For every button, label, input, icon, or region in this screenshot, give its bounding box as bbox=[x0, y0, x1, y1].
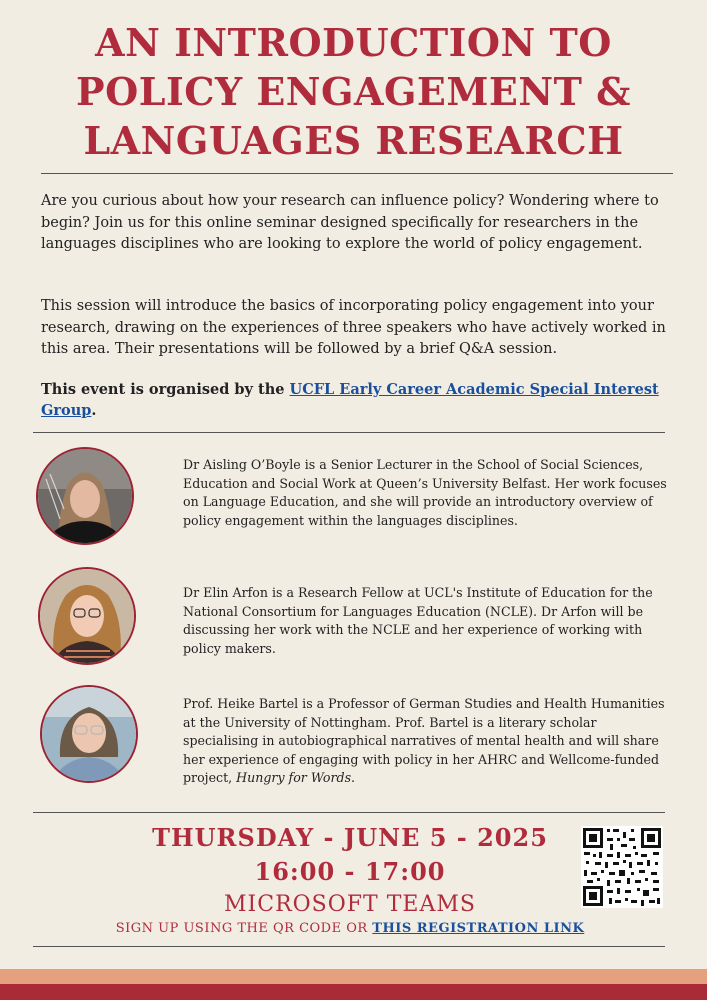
registration-link[interactable]: THIS REGISTRATION LINK bbox=[372, 921, 585, 936]
qr-code[interactable] bbox=[581, 826, 663, 908]
speaker-photo-elin bbox=[38, 567, 136, 665]
speaker-bio-heike-main: Prof. Heike Bartel is a Professor of German Studies and Health Humanities at the University of Nottingham. Prof. Bartel is a literary scholar specialising in autobiographical narratives of mental health and will share her experience of engaging with policy in her AHRC and Wellcome-funded project, bbox=[183, 696, 665, 786]
speaker-photo-aisling bbox=[36, 447, 134, 545]
speaker-bio-aisling: Dr Aisling O’Boyle is a Senior Lecturer in the School of Social Sciences, Education and Social Work at Queen’s University Belfast. Her work focuses on Language Education, and she will provide an introductory overview of policy engagement within the languages disciplines. bbox=[183, 457, 667, 528]
organiser-note bbox=[41, 379, 681, 421]
footer-band-dark bbox=[0, 984, 707, 1000]
portrait-image bbox=[42, 687, 136, 781]
organiser-suffix: . bbox=[91, 402, 97, 419]
title-divider bbox=[41, 173, 673, 174]
event-time: 16:00 - 17:00 bbox=[254, 857, 446, 886]
signup-prefix: SIGN UP USING THE QR CODE OR bbox=[115, 921, 373, 936]
speaker-photo-heike bbox=[40, 685, 138, 783]
section-divider bbox=[33, 432, 665, 433]
organiser-prefix: This event is organised by the bbox=[41, 381, 290, 398]
intro-paragraph-1: Are you curious about how your research can influence policy? Wondering where to begin? Join us for this online seminar designed specifically for researchers in the languages disciplines who are looking to explore the world of policy engagement. bbox=[41, 193, 659, 252]
event-top-divider bbox=[33, 812, 665, 813]
page-title: AN INTRODUCTION TO POLICY ENGAGEMENT & LANGUAGES RESEARCH bbox=[76, 20, 631, 163]
speaker-bio-elin: Dr Elin Arfon is a Research Fellow at UCL's Institute of Education for the National Consortium for Languages Education (NCLE). Dr Arfon will be discussing her work with the NCLE and her experience of working with policy makers. bbox=[183, 585, 653, 656]
event-venue: MICROSOFT TEAMS bbox=[224, 892, 476, 917]
speaker-bio-heike-end: . bbox=[351, 770, 356, 786]
event-bottom-divider bbox=[33, 946, 665, 947]
speaker-bio-heike bbox=[183, 695, 673, 788]
footer-band-light bbox=[0, 969, 707, 984]
ucfl-sig-link[interactable]: UCFL Early Career Academic Special Interest Group bbox=[41, 381, 659, 419]
portrait-image bbox=[38, 449, 132, 543]
portrait-image bbox=[40, 569, 134, 663]
qr-code-image bbox=[581, 826, 663, 908]
event-date: THURSDAY - JUNE 5 - 2025 bbox=[152, 823, 548, 852]
project-title: Hungry for Words bbox=[236, 770, 352, 786]
intro-paragraph-2: This session will introduce the basics of incorporating policy engagement into your research, drawing on the experiences of three speakers who have actively worked in this area. Their presentations will be followed by a brief Q&A session. bbox=[41, 298, 666, 357]
signup-instructions bbox=[60, 920, 640, 938]
